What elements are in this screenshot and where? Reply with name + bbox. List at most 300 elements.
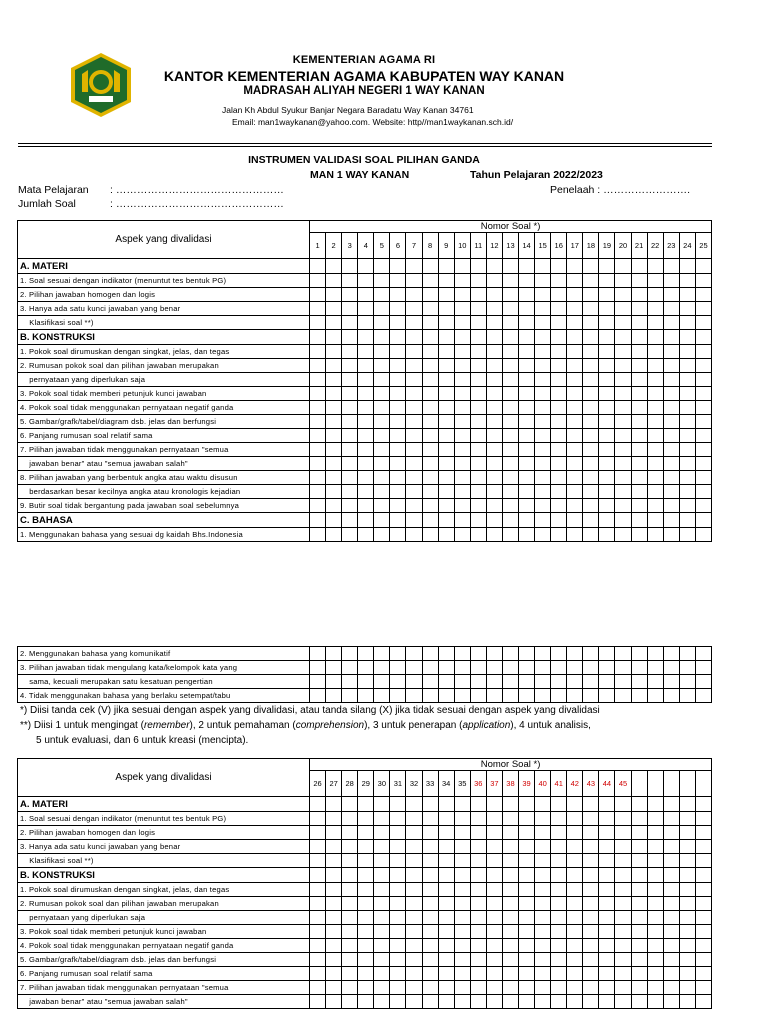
check-cell[interactable] [583,897,599,911]
check-cell[interactable] [519,302,535,316]
check-cell[interactable] [663,689,679,703]
check-cell[interactable] [647,675,663,689]
check-cell[interactable] [342,675,358,689]
check-cell[interactable] [631,359,647,373]
check-cell[interactable] [679,457,695,471]
check-cell[interactable] [551,274,567,288]
check-cell[interactable] [615,302,631,316]
check-cell[interactable] [502,897,518,911]
check-cell[interactable] [535,911,551,925]
check-cell[interactable] [310,359,326,373]
check-cell[interactable] [422,499,438,513]
check-cell[interactable] [422,429,438,443]
check-cell[interactable] [647,981,663,995]
check-cell[interactable] [647,689,663,703]
check-cell[interactable] [406,854,422,868]
check-cell[interactable] [695,925,711,939]
check-cell[interactable] [310,485,326,499]
check-cell[interactable] [535,345,551,359]
check-cell[interactable] [567,967,583,981]
check-cell[interactable] [470,897,486,911]
check-cell[interactable] [663,647,679,661]
check-cell[interactable] [390,330,406,345]
check-cell[interactable] [358,316,374,330]
check-cell[interactable] [406,995,422,1009]
check-cell[interactable] [486,359,502,373]
check-cell[interactable] [583,840,599,854]
check-cell[interactable] [486,387,502,401]
check-cell[interactable] [470,797,486,812]
check-cell[interactable] [583,812,599,826]
check-cell[interactable] [679,812,695,826]
check-cell[interactable] [535,513,551,528]
check-cell[interactable] [422,797,438,812]
check-cell[interactable] [342,854,358,868]
check-cell[interactable] [663,316,679,330]
check-cell[interactable] [535,499,551,513]
check-cell[interactable] [438,812,454,826]
check-cell[interactable] [390,995,406,1009]
check-cell[interactable] [470,953,486,967]
check-cell[interactable] [502,812,518,826]
check-cell[interactable] [326,939,342,953]
check-cell[interactable] [390,925,406,939]
check-cell[interactable] [679,485,695,499]
check-cell[interactable] [358,499,374,513]
check-cell[interactable] [374,647,390,661]
check-cell[interactable] [567,345,583,359]
check-cell[interactable] [502,661,518,675]
check-cell[interactable] [567,911,583,925]
check-cell[interactable] [374,471,390,485]
check-cell[interactable] [599,868,615,883]
check-cell[interactable] [631,513,647,528]
check-cell[interactable] [567,359,583,373]
check-cell[interactable] [631,897,647,911]
check-cell[interactable] [551,415,567,429]
check-cell[interactable] [583,259,599,274]
check-cell[interactable] [695,429,711,443]
check-cell[interactable] [583,387,599,401]
check-cell[interactable] [326,981,342,995]
check-cell[interactable] [535,797,551,812]
check-cell[interactable] [470,826,486,840]
check-cell[interactable] [502,967,518,981]
check-cell[interactable] [583,995,599,1009]
check-cell[interactable] [519,840,535,854]
check-cell[interactable] [358,925,374,939]
check-cell[interactable] [695,981,711,995]
check-cell[interactable] [647,373,663,387]
check-cell[interactable] [470,345,486,359]
check-cell[interactable] [615,471,631,485]
check-cell[interactable] [390,868,406,883]
check-cell[interactable] [567,953,583,967]
check-cell[interactable] [631,647,647,661]
check-cell[interactable] [358,274,374,288]
check-cell[interactable] [342,457,358,471]
check-cell[interactable] [583,359,599,373]
check-cell[interactable] [679,499,695,513]
check-cell[interactable] [358,359,374,373]
check-cell[interactable] [615,528,631,542]
check-cell[interactable] [342,513,358,528]
check-cell[interactable] [390,967,406,981]
check-cell[interactable] [486,868,502,883]
check-cell[interactable] [535,897,551,911]
check-cell[interactable] [631,373,647,387]
check-cell[interactable] [631,939,647,953]
check-cell[interactable] [358,797,374,812]
check-cell[interactable] [406,373,422,387]
check-cell[interactable] [486,925,502,939]
check-cell[interactable] [438,647,454,661]
check-cell[interactable] [663,443,679,457]
check-cell[interactable] [374,288,390,302]
check-cell[interactable] [663,429,679,443]
check-cell[interactable] [583,485,599,499]
check-cell[interactable] [438,797,454,812]
check-cell[interactable] [519,981,535,995]
check-cell[interactable] [390,471,406,485]
check-cell[interactable] [390,359,406,373]
check-cell[interactable] [519,443,535,457]
check-cell[interactable] [567,499,583,513]
check-cell[interactable] [615,330,631,345]
check-cell[interactable] [502,925,518,939]
check-cell[interactable] [326,689,342,703]
check-cell[interactable] [679,373,695,387]
check-cell[interactable] [454,288,470,302]
check-cell[interactable] [567,330,583,345]
check-cell[interactable] [599,429,615,443]
check-cell[interactable] [310,995,326,1009]
check-cell[interactable] [599,513,615,528]
check-cell[interactable] [583,981,599,995]
check-cell[interactable] [470,883,486,897]
check-cell[interactable] [438,429,454,443]
check-cell[interactable] [326,797,342,812]
check-cell[interactable] [422,457,438,471]
check-cell[interactable] [502,443,518,457]
check-cell[interactable] [326,330,342,345]
check-cell[interactable] [422,443,438,457]
check-cell[interactable] [551,661,567,675]
check-cell[interactable] [358,981,374,995]
check-cell[interactable] [342,967,358,981]
check-cell[interactable] [567,647,583,661]
check-cell[interactable] [583,330,599,345]
check-cell[interactable] [695,401,711,415]
check-cell[interactable] [454,259,470,274]
check-cell[interactable] [310,457,326,471]
check-cell[interactable] [631,826,647,840]
check-cell[interactable] [374,925,390,939]
check-cell[interactable] [599,471,615,485]
check-cell[interactable] [647,387,663,401]
check-cell[interactable] [486,513,502,528]
check-cell[interactable] [599,443,615,457]
check-cell[interactable] [502,359,518,373]
check-cell[interactable] [422,259,438,274]
check-cell[interactable] [535,330,551,345]
check-cell[interactable] [519,883,535,897]
check-cell[interactable] [374,513,390,528]
check-cell[interactable] [486,415,502,429]
check-cell[interactable] [358,911,374,925]
check-cell[interactable] [486,528,502,542]
check-cell[interactable] [647,528,663,542]
check-cell[interactable] [406,939,422,953]
check-cell[interactable] [583,316,599,330]
check-cell[interactable] [342,330,358,345]
check-cell[interactable] [342,373,358,387]
check-cell[interactable] [535,883,551,897]
check-cell[interactable] [679,797,695,812]
check-cell[interactable] [679,302,695,316]
check-cell[interactable] [615,675,631,689]
check-cell[interactable] [454,953,470,967]
check-cell[interactable] [342,485,358,499]
check-cell[interactable] [470,661,486,675]
check-cell[interactable] [599,647,615,661]
check-cell[interactable] [406,330,422,345]
check-cell[interactable] [647,457,663,471]
check-cell[interactable] [422,401,438,415]
check-cell[interactable] [358,471,374,485]
check-cell[interactable] [454,274,470,288]
check-cell[interactable] [567,675,583,689]
check-cell[interactable] [695,911,711,925]
check-cell[interactable] [342,302,358,316]
check-cell[interactable] [679,897,695,911]
check-cell[interactable] [567,939,583,953]
check-cell[interactable] [310,953,326,967]
check-cell[interactable] [374,415,390,429]
check-cell[interactable] [631,840,647,854]
check-cell[interactable] [663,485,679,499]
check-cell[interactable] [310,661,326,675]
check-cell[interactable] [679,840,695,854]
check-cell[interactable] [454,387,470,401]
check-cell[interactable] [470,288,486,302]
check-cell[interactable] [551,259,567,274]
check-cell[interactable] [470,812,486,826]
check-cell[interactable] [535,995,551,1009]
check-cell[interactable] [470,330,486,345]
check-cell[interactable] [615,401,631,415]
check-cell[interactable] [599,925,615,939]
check-cell[interactable] [454,429,470,443]
check-cell[interactable] [390,812,406,826]
check-cell[interactable] [551,939,567,953]
check-cell[interactable] [326,826,342,840]
check-cell[interactable] [486,471,502,485]
check-cell[interactable] [663,387,679,401]
check-cell[interactable] [567,302,583,316]
check-cell[interactable] [422,302,438,316]
check-cell[interactable] [695,647,711,661]
check-cell[interactable] [454,457,470,471]
check-cell[interactable] [390,443,406,457]
check-cell[interactable] [438,401,454,415]
check-cell[interactable] [567,689,583,703]
check-cell[interactable] [631,443,647,457]
check-cell[interactable] [438,911,454,925]
check-cell[interactable] [326,359,342,373]
check-cell[interactable] [631,953,647,967]
check-cell[interactable] [406,883,422,897]
check-cell[interactable] [454,373,470,387]
check-cell[interactable] [535,925,551,939]
check-cell[interactable] [486,675,502,689]
check-cell[interactable] [470,471,486,485]
check-cell[interactable] [535,401,551,415]
check-cell[interactable] [326,457,342,471]
check-cell[interactable] [519,689,535,703]
check-cell[interactable] [551,345,567,359]
check-cell[interactable] [358,812,374,826]
check-cell[interactable] [567,797,583,812]
check-cell[interactable] [502,995,518,1009]
check-cell[interactable] [438,513,454,528]
check-cell[interactable] [454,689,470,703]
check-cell[interactable] [342,840,358,854]
check-cell[interactable] [519,373,535,387]
check-cell[interactable] [631,661,647,675]
check-cell[interactable] [326,316,342,330]
check-cell[interactable] [551,647,567,661]
check-cell[interactable] [631,868,647,883]
check-cell[interactable] [422,883,438,897]
check-cell[interactable] [567,373,583,387]
check-cell[interactable] [390,457,406,471]
check-cell[interactable] [422,288,438,302]
check-cell[interactable] [454,883,470,897]
check-cell[interactable] [390,883,406,897]
check-cell[interactable] [567,401,583,415]
check-cell[interactable] [486,911,502,925]
check-cell[interactable] [438,995,454,1009]
check-cell[interactable] [310,345,326,359]
check-cell[interactable] [679,415,695,429]
check-cell[interactable] [406,826,422,840]
check-cell[interactable] [486,689,502,703]
check-cell[interactable] [438,359,454,373]
check-cell[interactable] [390,953,406,967]
check-cell[interactable] [406,967,422,981]
check-cell[interactable] [583,967,599,981]
check-cell[interactable] [438,840,454,854]
check-cell[interactable] [422,528,438,542]
check-cell[interactable] [519,429,535,443]
check-cell[interactable] [679,939,695,953]
check-cell[interactable] [358,259,374,274]
check-cell[interactable] [374,812,390,826]
check-cell[interactable] [390,689,406,703]
check-cell[interactable] [567,812,583,826]
check-cell[interactable] [551,485,567,499]
check-cell[interactable] [422,812,438,826]
check-cell[interactable] [374,330,390,345]
check-cell[interactable] [374,274,390,288]
check-cell[interactable] [519,274,535,288]
check-cell[interactable] [551,953,567,967]
check-cell[interactable] [454,854,470,868]
check-cell[interactable] [535,485,551,499]
check-cell[interactable] [438,854,454,868]
check-cell[interactable] [486,485,502,499]
check-cell[interactable] [502,528,518,542]
check-cell[interactable] [358,953,374,967]
check-cell[interactable] [663,883,679,897]
check-cell[interactable] [470,647,486,661]
check-cell[interactable] [583,883,599,897]
check-cell[interactable] [519,330,535,345]
check-cell[interactable] [695,345,711,359]
check-cell[interactable] [679,981,695,995]
check-cell[interactable] [551,457,567,471]
check-cell[interactable] [535,967,551,981]
check-cell[interactable] [631,274,647,288]
check-cell[interactable] [502,471,518,485]
check-cell[interactable] [583,345,599,359]
check-cell[interactable] [599,797,615,812]
check-cell[interactable] [647,647,663,661]
check-cell[interactable] [519,359,535,373]
check-cell[interactable] [551,840,567,854]
check-cell[interactable] [663,499,679,513]
check-cell[interactable] [615,345,631,359]
check-cell[interactable] [535,387,551,401]
check-cell[interactable] [422,274,438,288]
check-cell[interactable] [342,401,358,415]
check-cell[interactable] [615,274,631,288]
check-cell[interactable] [358,443,374,457]
check-cell[interactable] [454,797,470,812]
check-cell[interactable] [519,513,535,528]
check-cell[interactable] [438,661,454,675]
check-cell[interactable] [615,661,631,675]
check-cell[interactable] [310,981,326,995]
check-cell[interactable] [535,939,551,953]
check-cell[interactable] [470,316,486,330]
check-cell[interactable] [679,661,695,675]
check-cell[interactable] [599,387,615,401]
check-cell[interactable] [486,330,502,345]
check-cell[interactable] [470,485,486,499]
check-cell[interactable] [326,647,342,661]
check-cell[interactable] [438,939,454,953]
check-cell[interactable] [454,330,470,345]
check-cell[interactable] [615,939,631,953]
check-cell[interactable] [486,647,502,661]
check-cell[interactable] [326,967,342,981]
check-cell[interactable] [310,387,326,401]
check-cell[interactable] [470,868,486,883]
check-cell[interactable] [599,812,615,826]
check-cell[interactable] [326,661,342,675]
check-cell[interactable] [647,345,663,359]
check-cell[interactable] [454,359,470,373]
check-cell[interactable] [470,528,486,542]
check-cell[interactable] [631,316,647,330]
check-cell[interactable] [470,415,486,429]
check-cell[interactable] [502,854,518,868]
check-cell[interactable] [326,274,342,288]
check-cell[interactable] [615,415,631,429]
check-cell[interactable] [535,675,551,689]
